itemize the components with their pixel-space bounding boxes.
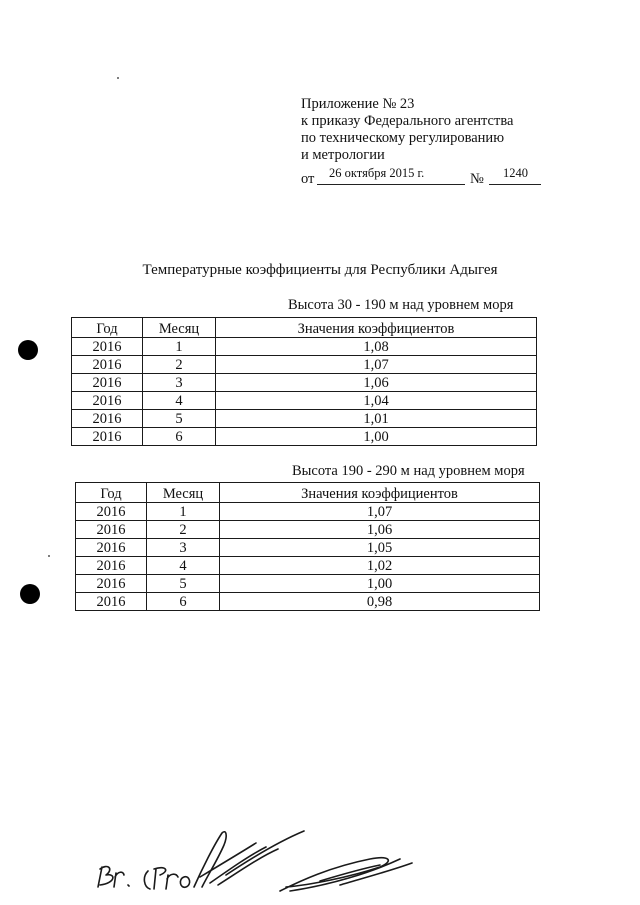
cell-year: 2016 [76,539,147,557]
cell-value: 1,06 [216,374,537,392]
appendix-header [301,96,551,164]
column-header-year: Год [76,483,147,503]
cell-value: 1,08 [216,338,537,356]
column-header-value: Значения коэффициентов [216,318,537,338]
column-header-year: Год [72,318,143,338]
cell-year: 2016 [76,557,147,575]
from-label: от [301,171,315,187]
cell-year: 2016 [72,392,143,410]
table-header-row [76,483,540,503]
cell-value: 1,04 [216,392,537,410]
header-line: и метрологии [301,147,385,163]
cell-year: 2016 [76,521,147,539]
cell-year: 2016 [76,593,147,611]
order-date-line [301,164,551,188]
number-label: № [470,171,484,187]
cell-month: 6 [147,593,220,611]
table-row [76,593,540,611]
handwritten-signature [90,825,420,903]
cell-value: 1,00 [220,575,540,593]
cell-month: 1 [143,338,216,356]
cell-year: 2016 [72,374,143,392]
cell-value: 1,01 [216,410,537,428]
cell-month: 2 [143,356,216,374]
cell-month: 2 [147,521,220,539]
table-row [76,557,540,575]
cell-value: 1,02 [220,557,540,575]
header-line: Приложение № 23 [301,96,415,112]
table-row [76,539,540,557]
table-row [72,338,537,356]
table-row [72,356,537,374]
cell-year: 2016 [72,410,143,428]
cell-year: 2016 [76,503,147,521]
cell-month: 1 [147,503,220,521]
cell-month: 4 [143,392,216,410]
cell-value: 1,07 [220,503,540,521]
table-row [72,428,537,446]
cell-value: 1,00 [216,428,537,446]
table-row [76,575,540,593]
scan-speck [117,77,119,79]
altitude-caption: Высота 190 - 290 м над уровнем моря [292,463,525,479]
cell-month: 4 [147,557,220,575]
column-header-month: Месяц [147,483,220,503]
date-field [317,166,465,185]
cell-month: 3 [147,539,220,557]
cell-value: 1,05 [220,539,540,557]
number-field [489,166,541,185]
scan-speck [48,555,50,557]
cell-value: 0,98 [220,593,540,611]
cell-year: 2016 [72,338,143,356]
order-date: 26 октября 2015 г. [329,166,425,180]
order-number: 1240 [503,166,528,180]
table-header-row [72,318,537,338]
cell-year: 2016 [72,428,143,446]
cell-value: 1,06 [220,521,540,539]
table-row [72,374,537,392]
coefficients-table [71,317,537,446]
header-line: к приказу Федерального агентства [301,113,514,129]
cell-year: 2016 [72,356,143,374]
table-row [72,410,537,428]
coefficients-table [75,482,540,611]
header-line: по техническому регулированию [301,130,505,146]
punch-hole [18,340,38,360]
altitude-caption: Высота 30 - 190 м над уровнем моря [288,297,514,313]
cell-value: 1,07 [216,356,537,374]
cell-year: 2016 [76,575,147,593]
table-row [76,521,540,539]
cell-month: 3 [143,374,216,392]
cell-month: 5 [143,410,216,428]
table-row [72,392,537,410]
punch-hole [20,584,40,604]
table-row [76,503,540,521]
cell-month: 5 [147,575,220,593]
column-header-value: Значения коэффициентов [220,483,540,503]
column-header-month: Месяц [143,318,216,338]
cell-month: 6 [143,428,216,446]
document-title: Температурные коэффициенты для Республики Адыгея [142,262,498,278]
